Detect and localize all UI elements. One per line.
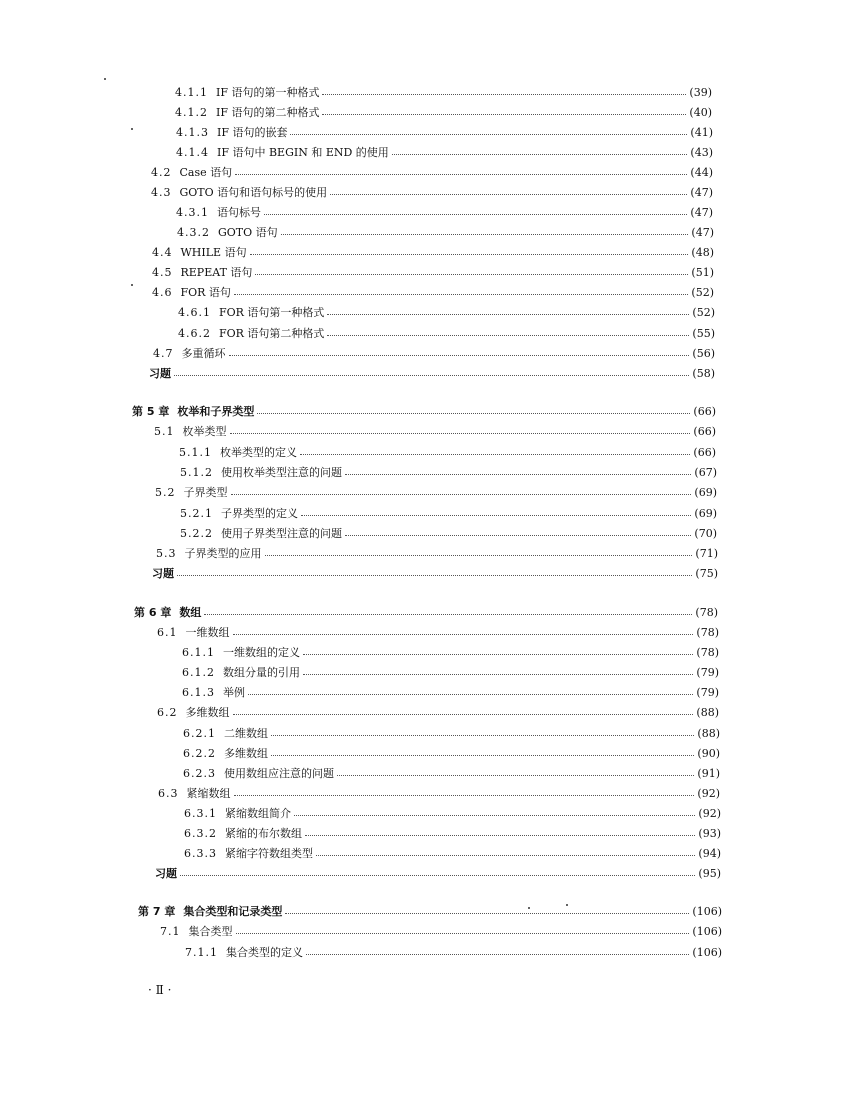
dot-leader (255, 274, 688, 275)
toc-entry[interactable] (158, 784, 720, 802)
toc-exercise-entry[interactable] (152, 564, 718, 582)
dot-leader (392, 154, 688, 155)
toc-entry[interactable] (184, 844, 721, 862)
dot-leader (230, 433, 691, 434)
dot-leader (300, 454, 690, 455)
toc-entry-number: 4.3.1 (176, 205, 209, 219)
dot-leader (177, 575, 692, 576)
dot-leader (234, 795, 695, 796)
toc-entry-title: IF 语句的第二种格式 (216, 106, 320, 119)
toc-entry[interactable] (180, 504, 717, 522)
toc-entry[interactable] (156, 544, 718, 562)
dot-leader (234, 294, 688, 295)
dot-leader (327, 314, 689, 315)
toc-entry-number: 第 6 章 (134, 606, 172, 619)
dot-leader (305, 835, 695, 836)
toc-entry-number: 6.1.1 (182, 645, 215, 659)
toc-entry-page: (71) (695, 546, 718, 560)
toc-entry-page: (43) (690, 145, 713, 159)
toc-entry-title: REPEAT 语句 (180, 266, 253, 279)
toc-exercise-entry[interactable] (155, 864, 721, 882)
toc-entry-page: (92) (698, 806, 721, 820)
toc-entry[interactable] (153, 344, 715, 362)
toc-entry[interactable] (155, 483, 717, 501)
toc-entry[interactable] (178, 324, 715, 342)
toc-entry[interactable] (157, 703, 719, 721)
dot-leader (290, 134, 687, 135)
dot-leader (294, 815, 695, 816)
toc-entry-title: IF 语句中 BEGIN 和 END 的使用 (217, 146, 389, 159)
toc-entry-page: (91) (697, 766, 720, 780)
toc-entry[interactable] (182, 683, 719, 701)
scan-speck (131, 128, 133, 130)
toc-entry[interactable] (151, 183, 713, 201)
toc-entry-page: (51) (691, 265, 714, 279)
toc-entry[interactable] (157, 623, 719, 641)
toc-entry-page: (52) (692, 305, 715, 319)
toc-entry-title: 举例 (223, 686, 245, 699)
toc-entry-number: 4.1.1 (175, 85, 208, 99)
toc-entry-title: 多维数组 (224, 747, 268, 760)
dot-leader (250, 254, 689, 255)
dot-leader (229, 355, 690, 356)
toc-entry-page: (47) (690, 185, 713, 199)
scan-speck (131, 284, 133, 286)
toc-entry-title: WHILE 语句 (180, 246, 247, 259)
dot-leader (231, 494, 692, 495)
toc-entry[interactable] (175, 83, 712, 101)
toc-entry-number: 5.1.2 (180, 465, 213, 479)
toc-entry-title: Case 语句 (179, 166, 233, 179)
toc-entry-page: (95) (698, 866, 721, 880)
toc-entry-page: (58) (692, 366, 715, 380)
toc-entry-number: 4.1.3 (176, 125, 209, 139)
toc-entry-title: FOR 语句第一种格式 (219, 306, 325, 319)
toc-entry[interactable] (177, 223, 714, 241)
toc-entry-number: 7.1.1 (185, 945, 218, 959)
toc-entry[interactable] (152, 283, 714, 301)
toc-entry-number: 6.2.3 (183, 766, 216, 780)
toc-entry-page: (93) (698, 826, 721, 840)
toc-entry[interactable] (175, 103, 712, 121)
toc-entry-number: 6.3.2 (184, 826, 217, 840)
toc-chapter-entry[interactable] (132, 402, 716, 420)
toc-entry-number: 第 5 章 (132, 405, 170, 418)
toc-entry-title: 使用枚举类型注意的问题 (221, 466, 342, 479)
toc-entry-number: 4.2 (151, 165, 172, 179)
toc-entry-title: 多重循环 (181, 347, 226, 360)
toc-entry-number: 5.2.2 (180, 526, 213, 540)
toc-entry[interactable] (176, 143, 713, 161)
dot-leader (316, 855, 695, 856)
toc-entry-title: 紧缩的布尔数组 (225, 827, 302, 840)
toc-entry[interactable] (154, 422, 716, 440)
toc-entry-number: 4.6.2 (178, 326, 211, 340)
toc-entry-page: (52) (691, 285, 714, 299)
dot-leader (345, 474, 691, 475)
dot-leader (301, 515, 691, 516)
toc-entry-page: (90) (697, 746, 720, 760)
toc-entry-number: 6.1.2 (182, 665, 215, 679)
toc-entry[interactable] (180, 463, 717, 481)
toc-entry-page: (69) (694, 485, 717, 499)
toc-chapter-entry[interactable] (134, 603, 718, 621)
toc-entry-title: 数组分量的引用 (223, 666, 300, 679)
toc-entry[interactable] (179, 443, 716, 461)
scan-speck (528, 907, 530, 909)
toc-entry-number: 6.2.1 (183, 726, 216, 740)
dot-leader (248, 694, 693, 695)
toc-entry-number: 4.7 (153, 346, 174, 360)
toc-entry-title: 枚举和子界类型 (177, 405, 255, 418)
toc-entry[interactable] (183, 764, 720, 782)
dot-leader (345, 535, 691, 536)
toc-entry[interactable] (152, 243, 714, 261)
toc-entry-page: (106) (692, 904, 722, 918)
toc-entry-number: 6.2.2 (183, 746, 216, 760)
dot-leader (281, 234, 689, 235)
toc-entry-title: 集合类型和记录类型 (183, 905, 283, 918)
toc-entry-title: 集合类型的定义 (226, 946, 303, 959)
toc-entry-title: GOTO 语句和语句标号的使用 (179, 186, 328, 199)
toc-entry-title: 子界类型的定义 (221, 507, 298, 520)
toc-entry-page: (39) (689, 85, 712, 99)
toc-entry[interactable] (182, 643, 719, 661)
toc-entry[interactable] (152, 263, 714, 281)
toc-entry-number: 4.6 (152, 285, 173, 299)
toc-entry-page: (69) (694, 506, 717, 520)
toc-entry[interactable] (160, 922, 722, 940)
toc-entry-page: (56) (692, 346, 715, 360)
dot-leader (271, 735, 694, 736)
toc-entry-title: 紧缩字符数组类型 (225, 847, 313, 860)
toc-entry-number: 4.6.1 (178, 305, 211, 319)
toc-entry-page: (55) (692, 326, 715, 340)
toc-entry[interactable] (184, 804, 721, 822)
toc-entry-number: 6.2 (157, 705, 178, 719)
toc-entry-page: (88) (697, 726, 720, 740)
toc-entry-number: 5.2.1 (180, 506, 213, 520)
toc-entry-title: IF 语句的第一种格式 (216, 86, 320, 99)
toc-entry-title: GOTO 语句 (218, 226, 278, 239)
toc-entry-number: 6.3.1 (184, 806, 217, 820)
toc-entry-number: 4.4 (152, 245, 173, 259)
toc-entry[interactable] (178, 303, 715, 321)
toc-entry-page: (79) (696, 665, 719, 679)
dot-leader (174, 375, 689, 376)
toc-entry-title: FOR 语句第二种格式 (219, 327, 325, 340)
dot-leader (180, 875, 695, 876)
toc-entry-number: 4.3 (151, 185, 172, 199)
dot-leader (233, 714, 694, 715)
toc-entry[interactable] (182, 663, 719, 681)
toc-entry-number: 6.3 (158, 786, 179, 800)
toc-entry-page: (78) (696, 645, 719, 659)
toc-entry-title: 习题 (155, 867, 177, 880)
toc-entry[interactable] (180, 524, 717, 542)
toc-entry-title: 数组 (179, 606, 202, 619)
toc-entry-title: 二维数组 (224, 727, 268, 740)
toc-entry-number: 5.2 (155, 485, 176, 499)
toc-entry-title: 紧缩数组 (186, 787, 231, 800)
dot-leader (303, 674, 693, 675)
dot-leader (327, 335, 689, 336)
toc-entry-page: (79) (696, 685, 719, 699)
toc-entry-title: 集合类型 (188, 925, 233, 938)
dot-leader (235, 174, 687, 175)
toc-entry-page: (40) (689, 105, 712, 119)
toc-entry-title: 子界类型 (183, 486, 228, 499)
toc-entry-title: 一维数组的定义 (223, 646, 300, 659)
toc-entry-number: 7.1 (160, 924, 181, 938)
dot-leader (337, 775, 694, 776)
toc-entry-page: (70) (694, 526, 717, 540)
toc-entry-page: (48) (691, 245, 714, 259)
toc-entry[interactable] (183, 724, 720, 742)
dot-leader (330, 194, 687, 195)
toc-entry-number: 6.1.3 (182, 685, 215, 699)
toc-entry-title: 习题 (152, 567, 174, 580)
toc-entry-page: (106) (692, 924, 722, 938)
toc-entry-title: 习题 (149, 367, 171, 380)
scan-speck (566, 904, 568, 906)
toc-entry[interactable] (151, 163, 713, 181)
toc-entry-number: 4.3.2 (177, 225, 210, 239)
toc-chapter-entry[interactable] (138, 902, 722, 920)
toc-entry-title: 一维数组 (185, 626, 230, 639)
toc-entry-number: 6.3.3 (184, 846, 217, 860)
dot-leader (257, 413, 690, 414)
toc-entry[interactable] (183, 744, 720, 762)
toc-entry-page: (44) (690, 165, 713, 179)
toc-entry-page: (66) (693, 424, 716, 438)
dot-leader (236, 933, 690, 934)
toc-entry-number: 4.1.4 (176, 145, 209, 159)
toc-entry[interactable] (185, 943, 722, 961)
page-number: · Ⅱ · (148, 983, 172, 997)
dot-leader (285, 913, 689, 914)
toc-entry-page: (106) (692, 945, 722, 959)
toc-entry-number: 4.1.2 (175, 105, 208, 119)
toc-entry-title: FOR 语句 (180, 286, 231, 299)
dot-leader (306, 954, 689, 955)
dot-leader (271, 755, 694, 756)
toc-entry-title: 使用数组应注意的问题 (224, 767, 334, 780)
dot-leader (322, 114, 686, 115)
toc-entry-page: (88) (696, 705, 719, 719)
dot-leader (204, 614, 692, 615)
toc-entry-page: (66) (693, 404, 716, 418)
toc-entry-page: (47) (691, 225, 714, 239)
toc-entry-title: 紧缩数组简介 (225, 807, 291, 820)
toc-exercise-entry[interactable] (149, 364, 715, 382)
toc-entry-page: (67) (694, 465, 717, 479)
toc-entry-page: (47) (690, 205, 713, 219)
toc-entry[interactable] (176, 203, 713, 221)
toc-entry-page: (41) (690, 125, 713, 139)
toc-entry-title: 枚举类型 (182, 425, 227, 438)
toc-entry-page: (92) (697, 786, 720, 800)
toc-entry-page: (66) (693, 445, 716, 459)
toc-entry-title: IF 语句的嵌套 (217, 126, 288, 139)
dot-leader (322, 94, 686, 95)
toc-entry-number: 5.1.1 (179, 445, 212, 459)
toc-entry-number: 第 7 章 (138, 905, 176, 918)
dot-leader (265, 555, 693, 556)
toc-entry-title: 语句标号 (217, 206, 261, 219)
toc-entry[interactable] (176, 123, 713, 141)
toc-entry-number: 5.3 (156, 546, 177, 560)
dot-leader (233, 634, 694, 635)
toc-entry-number: 4.5 (152, 265, 173, 279)
toc-entry-title: 使用子界类型注意的问题 (221, 527, 342, 540)
toc-entry-number: 5.1 (154, 424, 175, 438)
dot-leader (264, 214, 687, 215)
toc-entry-title: 子界类型的应用 (184, 547, 262, 560)
toc-entry-page: (94) (698, 846, 721, 860)
toc-entry-page: (78) (696, 625, 719, 639)
toc-entry-title: 枚举类型的定义 (220, 446, 297, 459)
toc-entry-number: 6.1 (157, 625, 178, 639)
toc-entry-title: 多维数组 (185, 706, 230, 719)
toc-entry[interactable] (184, 824, 721, 842)
dot-leader (303, 654, 693, 655)
scan-speck (104, 78, 106, 80)
toc-entry-page: (75) (695, 566, 718, 580)
toc-entry-page: (78) (695, 605, 718, 619)
